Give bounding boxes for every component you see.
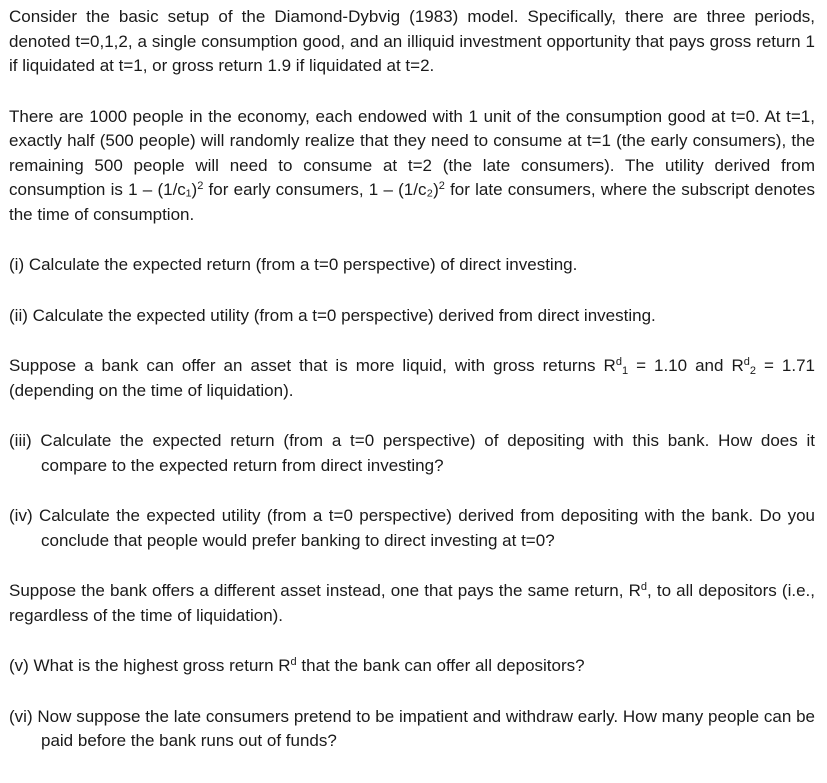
- bank-text-part3: = 1.71 (depending on the time of liquidation).: [9, 356, 815, 400]
- question-v-text-part1: (v) What is the highest gross return R: [9, 656, 291, 675]
- alt-text-part2: , to all depositors (i.e., regardless of the time of liquidation).: [9, 581, 815, 625]
- superscript-d: d: [743, 356, 750, 368]
- question-i-text: (i) Calculate the expected return (from a t=0 perspective) of direct investing.: [9, 255, 578, 274]
- bank-text-part2: = 1.10 and R: [628, 356, 744, 375]
- question-v-text-part2: that the bank can offer all depositors?: [296, 656, 585, 675]
- question-ii-text: (ii) Calculate the expected utility (from a t=0 perspective) derived from direct investing.: [9, 305, 656, 325]
- superscript-d: d: [290, 656, 297, 668]
- question-i: [9, 253, 815, 278]
- superscript-d: d: [615, 356, 622, 368]
- question-iii-text: (iii) Calculate the expected return (from a t=0 perspective) of depositing with this bank. How does it compare to the expected return from direct investing?: [9, 431, 815, 475]
- question-ii: [9, 304, 815, 329]
- question-vi-text: (vi) Now suppose the late consumers pretend to be impatient and withdraw early. How many people can be paid before the bank runs out of funds?: [9, 706, 815, 750]
- question-vi: [9, 705, 815, 754]
- question-iv-text: (iv) Calculate the expected utility (from a t=0 perspective) derived from depositing with the bank. Do you conclude that people would prefer banking to direct investing at t=0?: [9, 506, 815, 550]
- economy-text-part3: for late consumers, where the subscript denotes the time of consumption.: [9, 180, 815, 224]
- superscript-d: d: [640, 581, 647, 593]
- exponent-squared: 2: [197, 180, 204, 192]
- question-iii: [9, 429, 815, 478]
- question-v: [9, 654, 815, 679]
- exponent-squared: 2: [438, 180, 445, 192]
- economy-text-part1: There are 1000 people in the economy, each endowed with 1 unit of the consumption good at t=0. At t=1, exactly half (500 people) will randomly realize that they need to consume at t=1 (the early consumers), the remaining 500 people will need to consume at t=2 (the late consumers). The utility derived from consumption is 1 – (1/c₁): [9, 106, 815, 199]
- bank-paragraph: [9, 354, 815, 403]
- intro-paragraph-economy: [9, 105, 815, 228]
- bank-text-part1: Suppose a bank can offer an asset that is more liquid, with gross returns R: [9, 356, 616, 375]
- intro-paragraph-setup: [9, 5, 815, 79]
- subscript-1: 1: [621, 365, 629, 377]
- alternative-asset-paragraph: [9, 579, 815, 628]
- intro-text-setup: Consider the basic setup of the Diamond-Dybvig (1983) model. Specifically, there are three periods, denoted t=0,1,2, a single consumption good, and an illiquid investment opportunity that pays gross return 1 if liquidated at t=1, or gross return 1.9 if liquidated at t=2.: [9, 7, 815, 75]
- question-iv: [9, 504, 815, 553]
- economy-text-part2: for early consumers, 1 – (1/c₂): [203, 180, 439, 199]
- subscript-2: 2: [749, 365, 756, 377]
- alt-text-part1: Suppose the bank offers a different asset instead, one that pays the same return, R: [9, 581, 641, 600]
